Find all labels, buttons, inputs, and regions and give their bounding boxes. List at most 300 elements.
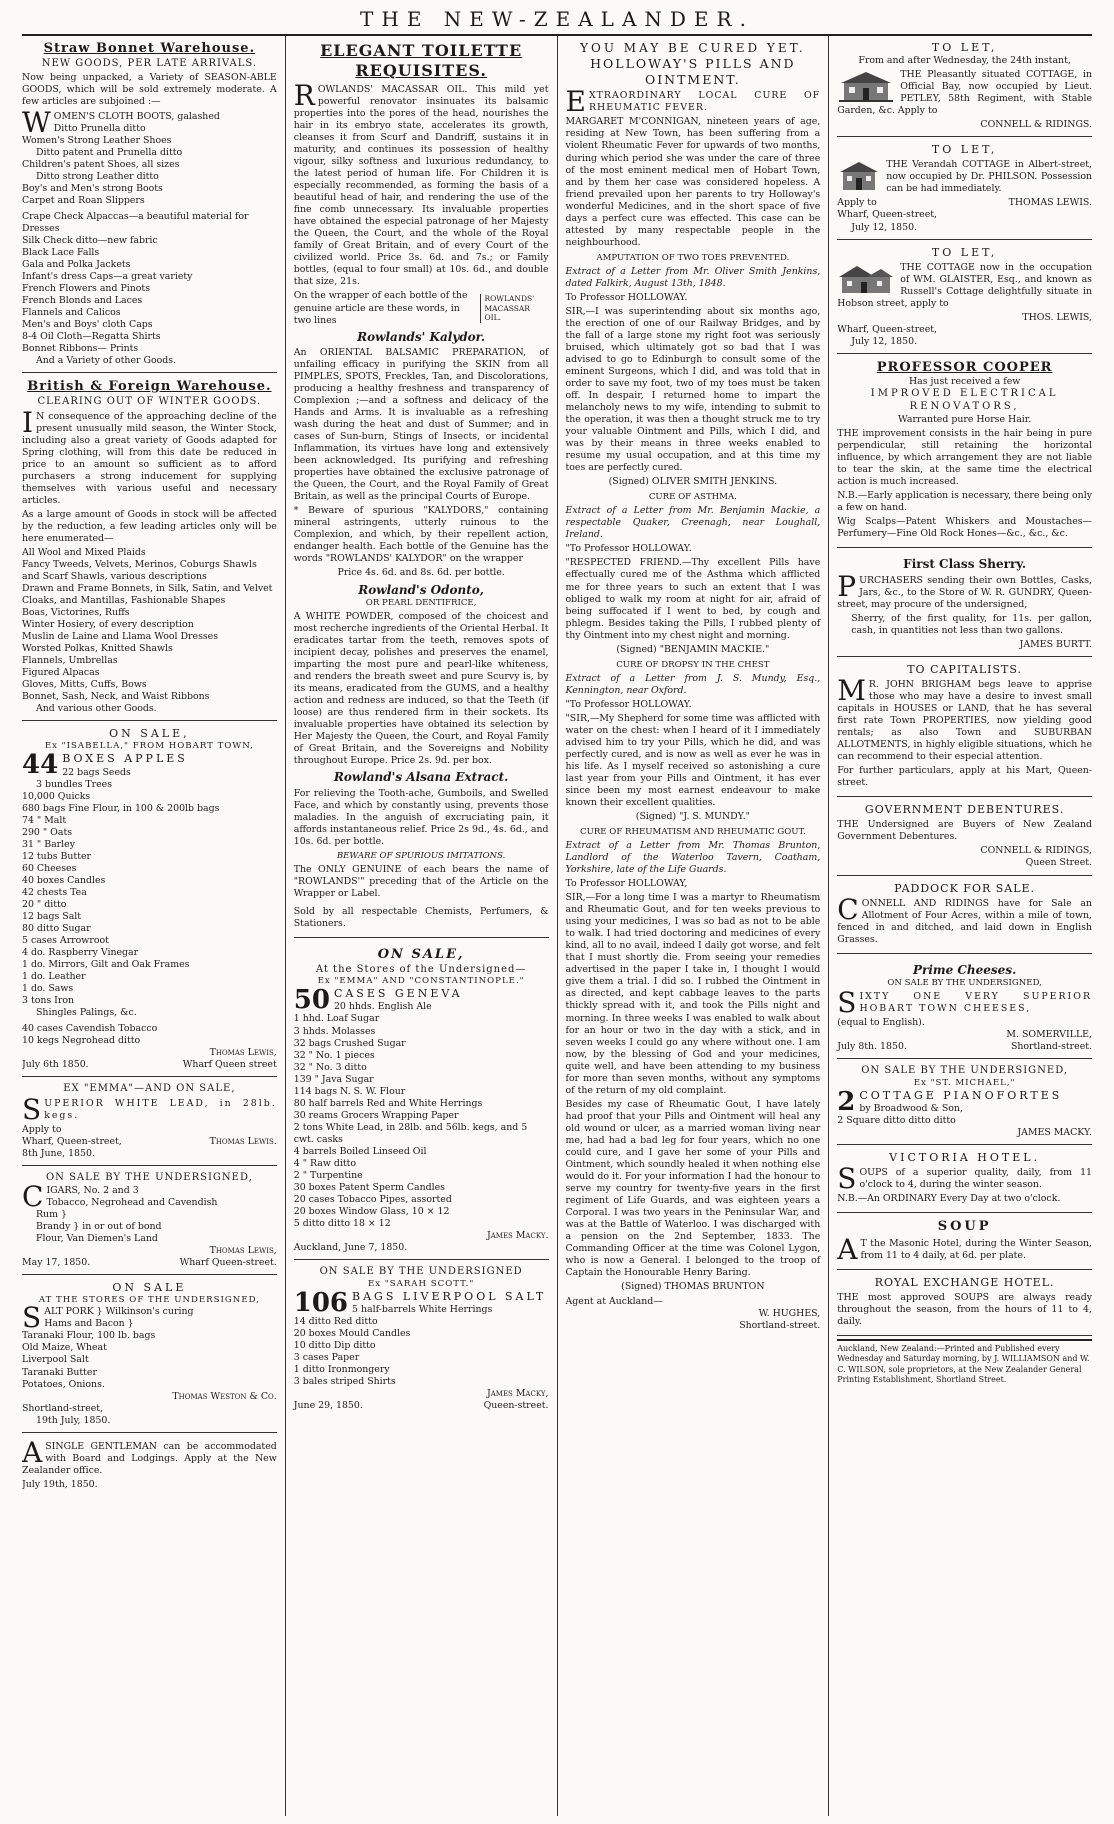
signature-name: James Macky, xyxy=(486,1388,549,1400)
list-item: Bonnet Ribbons— Prints xyxy=(22,343,139,355)
paragraph-text: URCHASERS sending their own Bottles, Casks, Jars, &c., to the Store of W. R. GUNDRY, Queen-street, may procure of the undersigned, xyxy=(837,574,1092,610)
agent-place: Shortland-street. xyxy=(739,1320,821,1332)
ad-paragraph: Sold by all respectable Chemists, Perfumers, & Stationers. xyxy=(293,905,549,929)
dropcap: P xyxy=(837,569,857,603)
ad-date: 19th July, 1850. xyxy=(36,1414,111,1426)
signature-name: CONNELL & RIDINGS. xyxy=(980,119,1092,131)
ad-date: July 8th. 1850. xyxy=(837,1041,907,1053)
column-4 xyxy=(828,36,1092,1816)
signature-name: M. SOMERVILLE, xyxy=(1006,1029,1092,1041)
ad-date: Auckland, June 7, 1850. xyxy=(293,1242,408,1254)
ad-paragraph xyxy=(837,892,1092,946)
cottage-illustration xyxy=(837,69,895,103)
list-item: 32 bags Crushed Sugar xyxy=(293,1037,406,1049)
ad-title: ON SALE BY THE UNDERSIGNED, xyxy=(45,1172,253,1184)
list-item: 139 " Java Sugar xyxy=(293,1073,374,1085)
paragraph-text: ONNELL AND RIDINGS have for Sale an Allotment of Four Acres, within a mile of town, fenced in and ditched, and laid down in English Grasses. xyxy=(837,897,1092,945)
list-item: Bonnet, Sash, Neck, and Waist Ribbons xyxy=(22,691,210,703)
signature-name: Thomas Weston & Co. xyxy=(172,1390,277,1402)
lead-text: COTTAGE PIANOFORTES xyxy=(859,1089,1063,1103)
ad-title: Prime Cheeses. xyxy=(912,962,1017,977)
list-item: 1 do. Leather xyxy=(22,971,86,983)
ad-place: Wharf Queen-street. xyxy=(179,1257,277,1269)
ad-victoria-hotel xyxy=(837,1148,1092,1213)
case-heading xyxy=(565,85,821,119)
dropcap: A xyxy=(837,1232,858,1266)
list-item: Gloves, Mitts, Cuffs, Bows xyxy=(22,679,147,691)
list-item: 3 bales striped Shirts xyxy=(293,1376,396,1388)
paragraph-text: IXTY ONE VERY SUPERIOR HOBART TOWN CHEESES, xyxy=(859,991,1092,1015)
section-title: Rowland's Alsana Extract. xyxy=(333,770,509,785)
ad-subtitle: At the Stores of the Undersigned— xyxy=(315,963,527,975)
ad-paragraph: THE improvement consists in the hair being in pure perpendicular, still retaining the horizontal influence, by which arrangement they are not liable to tear the skin, at the same time the electrical action is much increased. xyxy=(837,428,1092,488)
ad-subtitle: NEW GOODS, PER LATE ARRIVALS. xyxy=(41,57,258,69)
list-item: 10 kegs Negrohead ditto xyxy=(22,1035,141,1047)
ad-ex: Ex "SARAH SCOTT." xyxy=(367,1278,475,1289)
list-item: Women's Strong Leather Shoes xyxy=(22,134,172,146)
list-item: 12 bags Salt xyxy=(22,910,82,922)
list-item: Tobacco, Negrohead and Cavendish xyxy=(46,1197,218,1209)
lead-text: BOXES APPLES xyxy=(62,752,188,766)
ad-paragraph: For relieving the Tooth-ache, Gumboils, and Swelled Face, and which by constantly using, prevents those maladies. In the anguish of excruciating pain, it affords instantaneous relief. Price 2s 9d., 4s. 6d., and 10s. 6d. per bottle. xyxy=(293,787,549,847)
list-item: Shingles Palings, &c. xyxy=(36,1007,137,1019)
ad-paragraph: THE COTTAGE now in the occupation of WM. GLAISTER, Esq., and known as Russell's Cottage delightfully situate in Hobson street, apply to xyxy=(837,261,1092,309)
apply-label: Apply to xyxy=(837,197,877,209)
list-item: 80 ditto Sugar xyxy=(22,922,91,934)
lead-number: 106 xyxy=(293,1287,349,1318)
dropcap: S xyxy=(837,986,857,1020)
dropcap: C xyxy=(22,1180,44,1214)
list-item: Old Maize, Wheat xyxy=(22,1342,107,1354)
ad-date: July 19th, 1850. xyxy=(22,1478,98,1490)
list-item: 5 ditto ditto 18 × 12 xyxy=(293,1218,391,1230)
masthead: THE NEW-ZEALANDER. xyxy=(360,7,754,31)
dropcap: S xyxy=(22,1093,42,1127)
signature-name: Thomas Lewis. xyxy=(209,1136,277,1148)
ad-on-sale-apples xyxy=(22,724,277,1077)
ad-paragraph: THE Verandah COTTAGE in Albert-street, now occupied by Dr. PHILSON. Possession can be had immediately. xyxy=(886,159,1092,195)
list-item: Children's patent Shoes, all sizes xyxy=(22,158,180,170)
signature-name: Thomas Lewis, xyxy=(209,1047,277,1059)
ad-single-gentleman xyxy=(22,1436,277,1496)
ad-subtitle: by Broadwood & Son, xyxy=(859,1103,963,1115)
ad-title: ON SALE, xyxy=(109,727,190,741)
ad-pianofortes xyxy=(837,1062,1092,1145)
ad-paragraph: For further particulars, apply at his Mart, Queen-street. xyxy=(837,765,1092,789)
ad-title: British & Foreign Warehouse. xyxy=(27,379,272,395)
list-item: 10,000 Quicks xyxy=(22,790,91,802)
wrapper-note xyxy=(294,290,549,326)
column-2 xyxy=(285,36,557,1816)
list-item: 20 boxes Mould Candles xyxy=(293,1328,411,1340)
list-item: Black Lace Falls xyxy=(22,246,100,258)
list-item: Brandy } in or out of bond xyxy=(36,1221,162,1233)
list-item: And various other Goods. xyxy=(36,703,157,715)
list-item: Silk Check ditto—new fabric xyxy=(22,234,158,246)
list-item: Crape Check Alpaccas—a beautiful material for Dresses xyxy=(22,210,249,234)
list-item: 680 bags Fine Flour, in 100 & 200lb bags xyxy=(22,802,220,814)
ad-date: May 17, 1850. xyxy=(22,1257,91,1269)
list-item: OMEN'S CLOTH BOOTS, galashed xyxy=(53,110,220,122)
case-text: "RESPECTED FRIEND.—Thy excellent Pills have effectually cured me of the Asthma which afflicted me for three years to such an extent that I was obliged to walk my room at night for air, afraid of being suffocated if I went to bed, by cough and phlegm. Besides taking the Pills, I rubbed plenty of thy Ointment into my chest night and morning. xyxy=(565,557,821,641)
ad-paragraph xyxy=(837,986,1092,1020)
ad-cigars xyxy=(22,1169,277,1275)
signature-line xyxy=(22,1136,277,1148)
paragraph-text: N consequence of the approaching decline of the present unusually mild season, the Winter Stock, including also a great variety of Goods adapted for Spring clothing, will from this date be reduced in price to an amount so sufficient as to afford purchasers a strong inducement for supplying themselves with various useful and necessary articles. xyxy=(22,410,277,506)
list-item: Infant's dress Caps—a great variety xyxy=(22,270,193,282)
lead-number: 50 xyxy=(293,985,330,1016)
signature-name: THOS. LEWIS, xyxy=(1022,311,1092,323)
list-item: 14 ditto Red ditto xyxy=(293,1316,378,1328)
ad-paragraph: N.B.—An ORDINARY Every Day at two o'clock. xyxy=(837,1193,1061,1205)
section-title: Rowlands' Kalydor. xyxy=(357,329,486,344)
list-item: Boy's and Men's strong Boots xyxy=(22,182,163,194)
wrapper-note-words: ROWLANDS' MACASSAR OIL. xyxy=(480,294,549,323)
case-signed: (Signed) "BENJAMIN MACKIE." xyxy=(616,643,770,655)
dropcap: W xyxy=(22,105,51,139)
ad-soup xyxy=(837,1216,1092,1270)
case-to: "To Professor HOLLOWAY. xyxy=(565,698,692,710)
list-item: Winter Hosiery, of every description xyxy=(22,619,194,631)
case-to: To Professor HOLLOWAY, xyxy=(565,878,688,890)
list-item: Carpet and Roan Slippers xyxy=(22,194,145,206)
ad-title: SOUP xyxy=(937,1219,992,1235)
ad-royal-exchange-hotel xyxy=(837,1273,1092,1336)
list-item: 3 cases Paper xyxy=(293,1352,360,1364)
list-item: Figured Alpacas xyxy=(22,667,100,679)
list-item: 60 Cheeses xyxy=(22,862,77,874)
columns xyxy=(22,36,1092,1816)
ad-title: TO CAPITALISTS. xyxy=(907,662,1023,676)
list-item: Ditto Prunella ditto xyxy=(53,122,146,134)
wrapper-note-text: On the wrapper of each bottle of the genuine article are these words, in two lines xyxy=(293,290,468,326)
price-line: Price 4s. 6d. and 8s. 6d. per bottle. xyxy=(337,567,505,579)
ad-place: Shortland-street. xyxy=(1010,1041,1092,1053)
section-subtitle: OR PEARL DENTIFRICE, xyxy=(365,597,477,608)
list-item: 4 barrels Boiled Linseed Oil xyxy=(293,1145,427,1157)
ad-paragraph: N.B.—Early application is necessary, there being only a few on hand. xyxy=(837,490,1092,514)
dropcap: E xyxy=(565,85,586,119)
ad-to-let-official-bay xyxy=(837,38,1092,137)
ad-ex: Ex "ISABELLA," FROM HOBART TOWN, xyxy=(44,741,254,752)
list-item: 2 Square ditto ditto ditto xyxy=(837,1115,956,1127)
paragraph-text: R. JOHN BRIGHAM begs leave to apprise those who may have a desire to invest small capitals in HOUSES or LAND, that he has several first rate Town PROPERTIES, now yielding good rentals; as also Town and SUBURBAN ALLOTMENTS, in highly eligible situations, which he can recommend to their especial attention. xyxy=(837,679,1092,763)
ad-paragraph: As a large amount of Goods in stock will be affected by the reduction, a few leading articles only will be here enumerated— xyxy=(22,508,277,544)
list-item: Flour, Van Diemen's Land xyxy=(36,1233,158,1245)
column-1 xyxy=(22,36,285,1816)
ad-intro: Now being unpacked, a Variety of SEASON-ABLE GOODS, which will be sold extremely moderate. A few articles are subjoined :— xyxy=(22,72,277,108)
ad-date: July 12, 1850. xyxy=(851,335,918,347)
list-item: Cloaks, and Mantillas, Fashionable Shapes xyxy=(22,595,226,607)
case-heading-text: XTRAORDINARY LOCAL CURE OF RHEUMATIC FEVER. xyxy=(588,90,821,114)
ad-paragraph: The ONLY GENUINE of each bears the name of "ROWLANDS'" preceding that of the Article on the Wrapper or Label. xyxy=(293,863,549,899)
column-3 xyxy=(557,36,829,1816)
ad-title: EX "EMMA"—AND ON SALE, xyxy=(63,1083,236,1095)
item-list xyxy=(22,105,277,368)
cottage-illustration xyxy=(837,262,895,296)
ad-title: ELEGANT TOILETTE REQUISITES. xyxy=(320,41,523,81)
ad-first-class-sherry xyxy=(837,551,1092,657)
ad-place: Wharf, Queen-street, xyxy=(837,209,938,221)
ad-paragraph xyxy=(837,1232,1092,1266)
ad-place: Wharf, Queen-street, xyxy=(22,1136,122,1148)
list-item: Ditto patent and Prunella ditto xyxy=(36,146,183,158)
dropcap: A xyxy=(22,1435,43,1469)
case-text: SIR,—For a long time I was a martyr to Rheumatism and Rheumatic Gout, and for ten weeks previous to using your medicines, I was so bad as not to be able to walk. I had tried doctoring and medicines of every kind, all to no avail, indeed I daily got worse, and felt that I must shortly die. From seeing your remedies advertised in the paper I take in, I thought I would give them a trial. I did so. I rubbed the Ointment in as directed, and kept cabbage leaves to the parts thickly spread with it, and took the Pills night and morning. In three weeks I was enabled to walk about for an hour or two in the day with a stick, and in seven weeks I could go any where without one. I am now, by the blessing of God and your medicines, quite well, and have been attending to my business for more than seven months, without any symptoms of the return of my old complaint. xyxy=(565,892,821,1096)
ad-ex: Ex "EMMA" AND "CONSTANTINOPLE." xyxy=(317,976,525,987)
ad-paragraph: THE Undersigned are Buyers of New Zealand Government Debentures. xyxy=(837,819,1092,843)
ad-ex: Ex "ST. MICHAEL," xyxy=(913,1078,1016,1089)
list-item: 5 cases Arrowroot xyxy=(22,934,109,946)
ad-paragraph xyxy=(837,674,1092,763)
case-signed: (Signed) THOMAS BRUNTON xyxy=(621,1281,765,1293)
dropcap: S xyxy=(22,1301,42,1335)
list-item: Boas, Victorines, Ruffs xyxy=(22,607,130,619)
list-item: 4 " Raw ditto xyxy=(293,1157,357,1169)
list-item: 1 hhd. Loaf Sugar xyxy=(293,1013,380,1025)
list-item: 40 boxes Candles xyxy=(22,874,106,886)
list-item: 32 " No. 1 pieces xyxy=(293,1049,375,1061)
ad-british-foreign xyxy=(22,376,277,721)
ad-paragraph: An ORIENTAL BALSAMIC PREPARATION, of unfailing efficacy in purifying the SKIN from all PIMPLES, SPOTS, Freckles, Tan, and Discolorations, producing a healthy freshness and transparency of Complexion ;—and a softness and delicacy of the Hands and Arms. It is invaluable as a refreshing wash during the heat and dust of Summer; and in cases of Sun-burn, Stings of Insects, or incidental Inflammation, its virtues have long and extensively been acknowledged. Its purifying and refreshing properties have obtained the exclusive patronage of the Queen, the Court, and the Royal Family of Great Britain, as well as the principal Courts of Europe. xyxy=(293,346,549,503)
ad-paragraph: * Beware of spurious "KALYDORS," containing mineral astringents, utterly ruinous to the Complexion, and which, by their repellent action, endanger health. Each bottle of the Genuine has the words "ROWLANDS' KALYDOR" on the wrapper xyxy=(293,505,549,565)
ad-paragraph xyxy=(22,1093,277,1127)
lead-number: 2 xyxy=(837,1087,856,1118)
list-item: 1 do. Saws xyxy=(22,983,74,995)
list-item: 1 ditto Ironmongery xyxy=(293,1364,390,1376)
list-item: 32 " No. 3 ditto xyxy=(293,1061,367,1073)
ad-title: TO LET, xyxy=(931,245,998,259)
list-item: Worsted Polkas, Knitted Shawls xyxy=(22,643,173,655)
lead-text: BAGS LIVERPOOL SALT xyxy=(352,1289,547,1303)
paragraph-text: OUPS of a superior quality, daily, from 11 o'clock to 4, during the winter season. xyxy=(859,1167,1092,1191)
signature-name: THOMAS LEWIS. xyxy=(1008,197,1092,209)
case-head: CURE OF ASTHMA. xyxy=(648,492,737,503)
signature-line xyxy=(22,1257,277,1269)
ad-place: Queen-street. xyxy=(483,1400,549,1412)
list-item: All Wool and Mixed Plaids xyxy=(22,546,146,558)
ad-paragraph: (equal to English). xyxy=(837,1017,925,1029)
list-item: 31 " Barley xyxy=(22,838,76,850)
ad-to-let-hobson-street xyxy=(837,243,1092,354)
list-item: 74 " Malt xyxy=(22,814,67,826)
list-item: Fancy Tweeds, Velvets, Merinos, Coburgs Shawls and Scarf Shawls, various descriptions xyxy=(22,558,257,582)
ad-title: PROFESSOR COOPER xyxy=(876,359,1053,375)
list-item: Flannels, Umbrellas xyxy=(22,655,118,667)
ad-paragraph xyxy=(837,1162,1092,1196)
ad-subtitle: AT THE STORES OF THE UNDERSIGNED, xyxy=(38,1295,260,1306)
dropcap: S xyxy=(837,1162,857,1196)
list-item: 12 tubs Butter xyxy=(22,850,91,862)
ad-subtitle: CLEARING OUT OF WINTER GOODS. xyxy=(37,395,262,407)
ad-title: TO LET, xyxy=(931,41,998,54)
case-signed: (Signed) OLIVER SMITH JENKINS. xyxy=(608,476,778,488)
dropcap: C xyxy=(837,892,859,926)
ad-place: Shortland-street, xyxy=(22,1402,104,1414)
ad-paddock-for-sale xyxy=(837,879,1092,954)
list-item: 30 boxes Patent Sperm Candles xyxy=(293,1181,445,1193)
apply-label: Apply to xyxy=(22,1124,62,1136)
list-item: 8-4 Oil Cloth—Regatta Shirts xyxy=(22,331,161,343)
ad-paragraph xyxy=(22,1435,277,1477)
ad-liverpool-salt xyxy=(294,1263,549,1417)
list-item: IGARS, No. 2 and 3 xyxy=(46,1185,139,1197)
ad-title: ROYAL EXCHANGE HOTEL. xyxy=(874,1276,1055,1290)
paragraph-text: SINGLE GENTLEMAN can be accommodated with Board and Lodgings. Apply at the New Zealander office. xyxy=(22,1440,277,1476)
list-item: 3 bundles Trees xyxy=(36,778,113,790)
signature-line xyxy=(837,197,1092,209)
ad-title: ON SALE BY THE UNDERSIGNED xyxy=(319,1266,523,1278)
list-item: Liverpool Salt xyxy=(22,1354,89,1366)
case-head: AMPUTATION OF TWO TOES PREVENTED. xyxy=(596,252,790,263)
list-item: 42 chests Tea xyxy=(22,886,87,898)
case-head: CURE OF DROPSY IN THE CHEST xyxy=(616,659,770,670)
ad-title: HOLLOWAY'S PILLS AND OINTMENT. xyxy=(590,56,796,88)
ad-subtitle: From and after Wednesday, the 24th instant, xyxy=(858,55,1071,67)
case-title: Extract of a Letter from Mr. Thomas Brunton, Landlord of the Waterloo Tavern, Coatham, Yorkshire, late of the Life Guards. xyxy=(565,840,821,876)
signature-name: JAMES MACKY. xyxy=(1017,1127,1092,1139)
list-item: Gala and Polka Jackets xyxy=(22,258,131,270)
list-item: Men's and Boys' cloth Caps xyxy=(22,319,153,331)
list-item: Hams and Bacon } xyxy=(44,1318,134,1330)
list-item: Ditto strong Leather ditto xyxy=(36,170,159,182)
ad-place: Wharf, Queen-street, xyxy=(837,323,938,335)
ad-title: ON SALE xyxy=(112,1281,187,1295)
ad-toilette-requisites xyxy=(294,38,549,938)
ad-title: ON SALE, xyxy=(377,946,465,962)
case-title: Extract of a Letter from Mr. Benjamin Mackie, a respectable Quaker, Creenagh, near Loughall, Ireland. xyxy=(565,505,821,541)
ad-subtitle: Warranted pure Horse Hair. xyxy=(898,414,1032,426)
ad-title: Straw Bonnet Warehouse. xyxy=(43,41,256,56)
ad-paragraph: THE Pleasantly situated COTTAGE, in Official Bay, now occupied by Lieut. PETLEY, 58th Regiment, with Stable Garden, &c. Apply to xyxy=(837,69,1092,117)
section-title: Rowland's Odonto, xyxy=(358,582,484,597)
ad-paragraph: Wig Scalps—Patent Whiskers and Moustaches—Perfumery—Fine Old Rock Hones—&c., &c., &c. xyxy=(837,516,1092,540)
list-item: Drawn and Frame Bonnets, in Silk, Satin, and Velvet xyxy=(22,583,273,595)
case-to: "To Professor HOLLOWAY. xyxy=(565,543,692,555)
list-item: Taranaki Flour, 100 lb. bags xyxy=(22,1330,156,1342)
signature-name: James Macky. xyxy=(486,1230,549,1242)
list-item: 10 ditto Dip ditto xyxy=(293,1340,376,1352)
list-item: 22 bags Seeds xyxy=(62,766,131,778)
dropcap: R xyxy=(293,78,315,112)
signature-line xyxy=(837,1041,1092,1053)
list-item: 4 do. Raspberry Vinegar xyxy=(22,947,139,958)
lead-text: IMPROVED ELECTRICAL RENOVATORS, xyxy=(870,388,1059,413)
list-item: Flannels and Calicos xyxy=(22,307,121,319)
ad-title: GOVERNMENT DEBENTURES. xyxy=(864,803,1065,817)
lead-number: 44 xyxy=(22,750,59,781)
ad-place: Wharf Queen street xyxy=(182,1059,277,1071)
ad-subtitle: Has just received a few xyxy=(908,376,1021,388)
section-title: BEWARE OF SPURIOUS IMITATIONS. xyxy=(336,850,506,861)
dropcap: M xyxy=(837,674,866,708)
list-item: 114 bags N. S. W. Flour xyxy=(293,1085,406,1097)
ad-to-let-albert-street xyxy=(837,140,1092,239)
list-item: French Flowers and Pinots xyxy=(22,282,151,294)
list-item: ALT PORK } Wilkinson's curing xyxy=(44,1306,194,1318)
dropcap: I xyxy=(22,405,34,439)
case-text: MARGARET M'CONNIGAN, nineteen years of age, residing at New Town, has been suffering from a violent Rheumatic Fever for upwards of two months, during which period she was under the care of three of the most eminent medical men of Hobart Town, and by them her case was considered hopeless. A friend prevailed upon her parents to try Holloway's wonderful Medicines, and in the short space of five days a perfect cure was effected. This case can be attested by many respectable people in the neighbourhood. xyxy=(565,116,821,248)
list-item: 40 cases Cavendish Tobacco xyxy=(22,1023,158,1035)
ad-headline: YOU MAY BE CURED YET. xyxy=(580,41,806,55)
ad-government-debentures xyxy=(837,800,1092,875)
case-text: Besides my case of Rheumatic Gout, I have lately had proof that your Pills and Ointment will heal any old wound or ulcer, as a married woman living near me, had had a bad leg for four years, which no one could cure, and I gave her some of your Pills and Ointment, which soundly healed it when nothing else would do it. For your information I had the honour to serve my country for twenty-five years in the first regiment of Life Guards, and was eighteen years a Corporal. I was two years in the Peninsular War, and was at the Battle of Waterloo. I was discharged with a pension on the 2nd September, 1833. The Commanding Officer at the time was Colonel Lygon, who is now a General. I belonged to the troop of Captain the Honourable Henry Baring. xyxy=(565,1098,821,1279)
ad-on-sale-geneva xyxy=(294,941,549,1260)
ad-date: 8th June, 1850. xyxy=(22,1148,95,1160)
agent-label: Agent at Auckland— xyxy=(565,1296,663,1308)
signature-line xyxy=(22,1059,277,1071)
list-item: 5 half-barrels White Herrings xyxy=(352,1303,493,1315)
ad-paragraph: THE most approved SOUPS are always ready throughout the season, from the hours of 11 to 4, daily. xyxy=(837,1292,1092,1328)
list-item: 1 do. Mirrors, Gilt and Oak Frames xyxy=(22,959,190,971)
signature-name: Thomas Lewis, xyxy=(209,1245,277,1257)
ad-title: VICTORIA HOTEL. xyxy=(889,1151,1041,1165)
list-item: And a Variety of other Goods. xyxy=(36,355,177,367)
list-item: Muslin de Laine and Llama Wool Dresses xyxy=(22,631,219,643)
signature-name: CONNELL & RIDINGS, xyxy=(980,845,1092,857)
ad-professor-cooper xyxy=(837,357,1092,549)
ad-subtitle: ON SALE BY THE UNDERSIGNED, xyxy=(887,978,1042,989)
signature-line xyxy=(294,1400,549,1412)
list-item: 3 hhds. Molasses xyxy=(293,1025,376,1037)
list-item: French Blonds and Laces xyxy=(22,294,143,306)
signature-name: JAMES BURTT. xyxy=(1019,638,1092,650)
list-item: Taranaki Butter xyxy=(22,1366,97,1378)
list-item: 290 " Oats xyxy=(22,826,73,838)
list-item: 2 " Turpentine xyxy=(293,1169,363,1181)
case-signed: (Signed) "J. S. MUNDY." xyxy=(635,811,750,823)
lead-text: CASES GENEVA xyxy=(333,987,463,1001)
case-title: Extract of a Letter from Mr. Oliver Smith Jenkins, dated Falkirk, August 13th, 1848. xyxy=(565,265,821,289)
ad-place: Queen Street. xyxy=(1025,857,1092,869)
case-head: CURE OF RHEUMATISM AND RHEUMATIC GOUT. xyxy=(580,827,806,838)
ad-straw-bonnet xyxy=(22,38,277,373)
list-item: Potatoes, Onions. xyxy=(22,1378,105,1390)
paragraph-text: OWLANDS' MACASSAR OIL. This mild yet powerful renovator insinuates its balsamic properties into the pores of the head, nourishes the hair in its embryo state, accelerates its growth, cleanses it from Scurf and Dandriff, sustains it in maturity, and continues its possession of healthy vigour, silky softness and luxurious redundancy, to the latest period of human life. For Children it is especially recommended, as forming the basis of a beautiful head of hair, and rendering the use of the fine comb unnecessary. Its invaluable properties have obtained the especial patronage of her Majesty the Queen, the Court, and the whole of the Royal family of Great Britain, and of every Court of the civilized world. Price 3s. 6d. and 7s.; or Family bottles, (equal to four small) at 10s. 6d., and double that size, 21s. xyxy=(293,83,549,288)
case-text: "SIR,—My Shepherd for some time was afflicted with water on the chest: when I heard of it I immediately advised him to try your Pills, which he did, and was perfectly cured, and is now as well as ever he was in his life. As I myself received so astonishing a cure last year from your Pills and Ointment, it has ever since been my most earnest endeavour to make known their excellent qualities. xyxy=(565,712,821,809)
case-to: To Professor HOLLOWAY. xyxy=(565,291,688,303)
agent-name: W. HUGHES, xyxy=(758,1308,821,1320)
ad-title: TO LET, xyxy=(931,143,998,157)
ad-date: July 6th 1850. xyxy=(22,1059,89,1071)
ad-prime-cheeses xyxy=(837,957,1092,1060)
list-item: 80 half barrels Red and White Herrings xyxy=(293,1097,483,1109)
list-item: 3 tons Iron xyxy=(22,995,75,1007)
ad-paragraph xyxy=(293,78,549,289)
case-text: SIR,—I was superintending about six months ago, the erection of one of our Railway Bridges, and by the fall of a large stone my right foot was seriously bruised, which ultimately got so bad that I was advised to go to Edinburgh to consult some of the eminent Surgeons, which I did, and was told that in order to save my foot, two of my toes must be taken off. In despair, I returned home to impart the melancholy news to my wife, intending to submit to the operation, it was then a thought struck me to try your valuable Ointment and Pills, which I did, and was by their means in three weeks enabled to resume my usual occupation, and at this time my toes are perfectly cured. xyxy=(565,305,821,474)
list-item: 20 boxes Window Glass, 10 × 12 xyxy=(293,1205,450,1217)
list-item: 20 " ditto xyxy=(22,898,67,910)
list-item: Rum } xyxy=(36,1209,67,1221)
ad-holloways xyxy=(566,38,821,1337)
list-item: 30 reams Grocers Wrapping Paper xyxy=(293,1109,459,1121)
list-item: 2 tons White Lead, in 28lb. and 56lb. kegs, and 5 cwt. casks xyxy=(293,1121,528,1145)
paragraph-text: UPERIOR WHITE LEAD, in 28lb. kegs. xyxy=(44,1098,277,1122)
list-item: 20 cases Tobacco Pipes, assorted xyxy=(293,1193,452,1205)
paragraph-text: T the Masonic Hotel, during the Winter Season, from 11 to 4 daily, at 6d. per plate. xyxy=(860,1237,1092,1262)
list-item: 20 hhds. English Ale xyxy=(333,1001,432,1013)
ad-paragraph xyxy=(837,569,1092,611)
ad-to-capitalists xyxy=(837,660,1092,797)
ad-paragraph: Sherry, of the first quality, for 11s. per gallon, cash, in quantities not less than two gallons. xyxy=(851,612,1092,636)
ad-date: June 29, 1850. xyxy=(293,1400,363,1412)
ad-paragraph xyxy=(22,405,277,507)
ad-date: July 12, 1850. xyxy=(851,221,918,233)
case-title: Extract of a Letter from J. S. Mundy, Esq., Kennington, near Oxford. xyxy=(565,672,821,696)
printer-imprint: Auckland, New Zealand:—Printed and Published every Wednesday and Saturday morning, by J. WILLIAMSON and W. C. WILSON, sole proprietors, at the New Zealander General Printing Establishment, Shortland Street. xyxy=(837,1339,1092,1385)
ad-salt-pork xyxy=(22,1278,277,1432)
ad-title: ON SALE BY THE UNDERSIGNED, xyxy=(861,1065,1069,1077)
